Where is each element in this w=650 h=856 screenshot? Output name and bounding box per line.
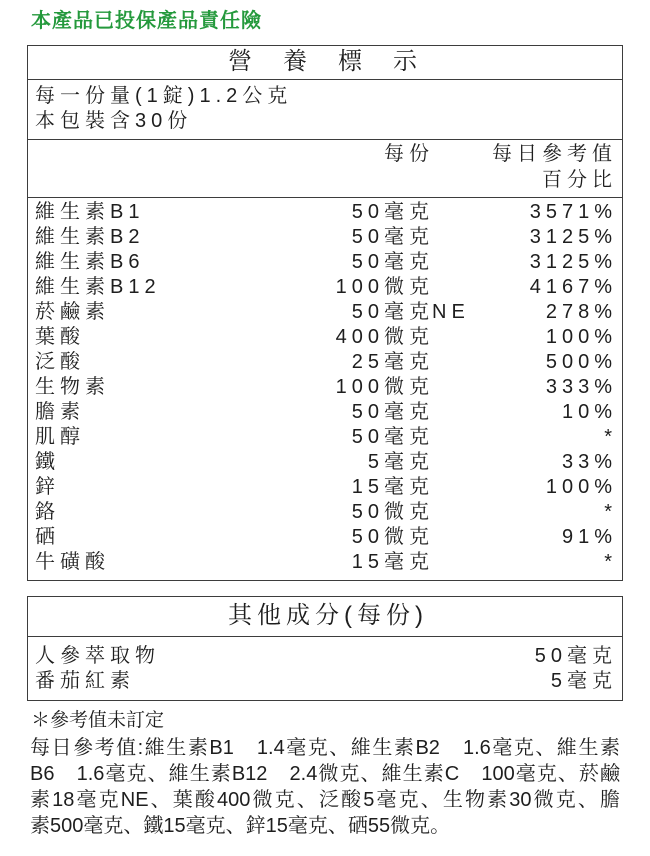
nutrient-row	[28, 550, 622, 575]
ingredient-name: 番茄紅素	[35, 670, 135, 692]
other-ingredients-list	[28, 637, 622, 694]
nutrient-daily-value-percent: 278%	[545, 301, 617, 323]
nutrition-facts-title: 營養標示	[28, 46, 622, 80]
serving-size: 每一份量(1錠)1.2公克	[35, 85, 293, 107]
column-header-percentage: 百分比	[542, 169, 617, 191]
nutrient-name: 維生素B1	[35, 201, 145, 223]
nutrient-row	[28, 500, 622, 525]
daily-reference-values-line: 素500毫克、鐵15毫克、鋅15毫克、硒55微克。	[30, 815, 451, 837]
ingredient-amount: 5毫克	[550, 670, 617, 692]
nutrient-row	[28, 275, 622, 300]
nutrient-daily-value-percent: 3125%	[529, 226, 617, 248]
nutrient-daily-value-percent: 500%	[545, 351, 617, 373]
nutrient-daily-value-percent: 100%	[545, 326, 617, 348]
column-headers	[28, 140, 622, 198]
nutrient-amount: 50毫克	[351, 401, 434, 423]
nutrient-row	[28, 450, 622, 475]
nutrient-daily-value-percent: *	[604, 426, 617, 448]
nutrient-name: 膽素	[35, 401, 85, 423]
nutrient-name: 硒	[35, 526, 60, 548]
nutrient-daily-value-percent: 4167%	[529, 276, 617, 298]
nutrient-row	[28, 325, 622, 350]
product-liability-insurance-notice: 本產品已投保產品責任險	[31, 10, 262, 32]
nutrient-row	[28, 375, 622, 400]
nutrient-name: 菸鹼素	[35, 301, 110, 323]
column-header-daily-value: 每日參考值	[492, 143, 617, 165]
nutrition-facts-table	[27, 45, 623, 581]
nutrient-name: 肌醇	[35, 426, 85, 448]
nutrient-name: 鋅	[35, 476, 60, 498]
ingredient-row	[28, 644, 622, 669]
nutrient-amount: 100微克	[335, 376, 434, 398]
nutrient-daily-value-percent: 10%	[561, 401, 617, 423]
nutrient-name: 維生素B2	[35, 226, 145, 248]
nutrient-daily-value-percent: 3125%	[529, 251, 617, 273]
nutrient-name: 鐵	[35, 451, 60, 473]
nutrient-amount-unit-suffix: NE	[432, 301, 470, 323]
nutrient-row	[28, 425, 622, 450]
nutrient-amount: 50微克	[351, 526, 434, 548]
nutrient-daily-value-percent: *	[604, 551, 617, 573]
column-header-per-serving: 每份	[384, 143, 434, 165]
nutrient-row	[28, 350, 622, 375]
nutrient-amount: 100微克	[335, 276, 434, 298]
daily-reference-values-line: 每日參考值:維生素B1 1.4毫克、維生素B2 1.6毫克、維生素	[30, 737, 620, 759]
nutrient-daily-value-percent: *	[604, 501, 617, 523]
other-ingredients-title: 其他成分(每份)	[28, 597, 622, 637]
servings-per-package: 本包裝含30份	[35, 110, 193, 132]
nutrient-daily-value-percent: 91%	[561, 526, 617, 548]
nutrient-amount: 50毫克	[351, 251, 434, 273]
nutrient-name: 牛磺酸	[35, 551, 110, 573]
nutrient-name: 葉酸	[35, 326, 85, 348]
daily-reference-values-line: B6 1.6毫克、維生素B12 2.4微克、維生素C 100毫克、菸鹼	[30, 763, 620, 785]
nutrient-row	[28, 250, 622, 275]
nutrient-daily-value-percent: 3571%	[529, 201, 617, 223]
nutrient-amount: 5毫克	[367, 451, 434, 473]
nutrient-list	[28, 198, 622, 575]
nutrient-row	[28, 225, 622, 250]
nutrient-name: 泛酸	[35, 351, 85, 373]
nutrient-name: 維生素B6	[35, 251, 145, 273]
nutrient-daily-value-percent: 33%	[561, 451, 617, 473]
nutrient-daily-value-percent: 100%	[545, 476, 617, 498]
nutrient-row	[28, 525, 622, 550]
daily-reference-values-line: 素18毫克NE、葉酸400微克、泛酸5毫克、生物素30微克、膽	[30, 789, 620, 811]
other-ingredients-table	[27, 596, 623, 701]
nutrient-name: 生物素	[35, 376, 110, 398]
daily-reference-values-note	[30, 735, 620, 839]
nutrient-amount: 50毫克	[351, 301, 434, 323]
nutrient-row	[28, 300, 622, 325]
nutrient-amount: 50毫克	[351, 426, 434, 448]
nutrient-amount: 25毫克	[351, 351, 434, 373]
ingredient-amount: 50毫克	[534, 645, 617, 667]
nutrient-amount: 50毫克	[351, 201, 434, 223]
nutrient-name: 鉻	[35, 501, 60, 523]
reference-not-established-footnote: ＊參考值未訂定	[31, 710, 165, 731]
nutrient-amount: 400微克	[335, 326, 434, 348]
nutrient-amount: 15毫克	[351, 476, 434, 498]
ingredient-name: 人參萃取物	[35, 645, 160, 667]
ingredient-row	[28, 669, 622, 694]
nutrient-daily-value-percent: 333%	[545, 376, 617, 398]
nutrient-amount: 50微克	[351, 501, 434, 523]
nutrient-row	[28, 475, 622, 500]
nutrient-name: 維生素B12	[35, 276, 161, 298]
serving-info	[28, 80, 622, 140]
nutrient-row	[28, 400, 622, 425]
nutrient-amount: 15毫克	[351, 551, 434, 573]
nutrient-row	[28, 200, 622, 225]
nutrient-amount: 50毫克	[351, 226, 434, 248]
